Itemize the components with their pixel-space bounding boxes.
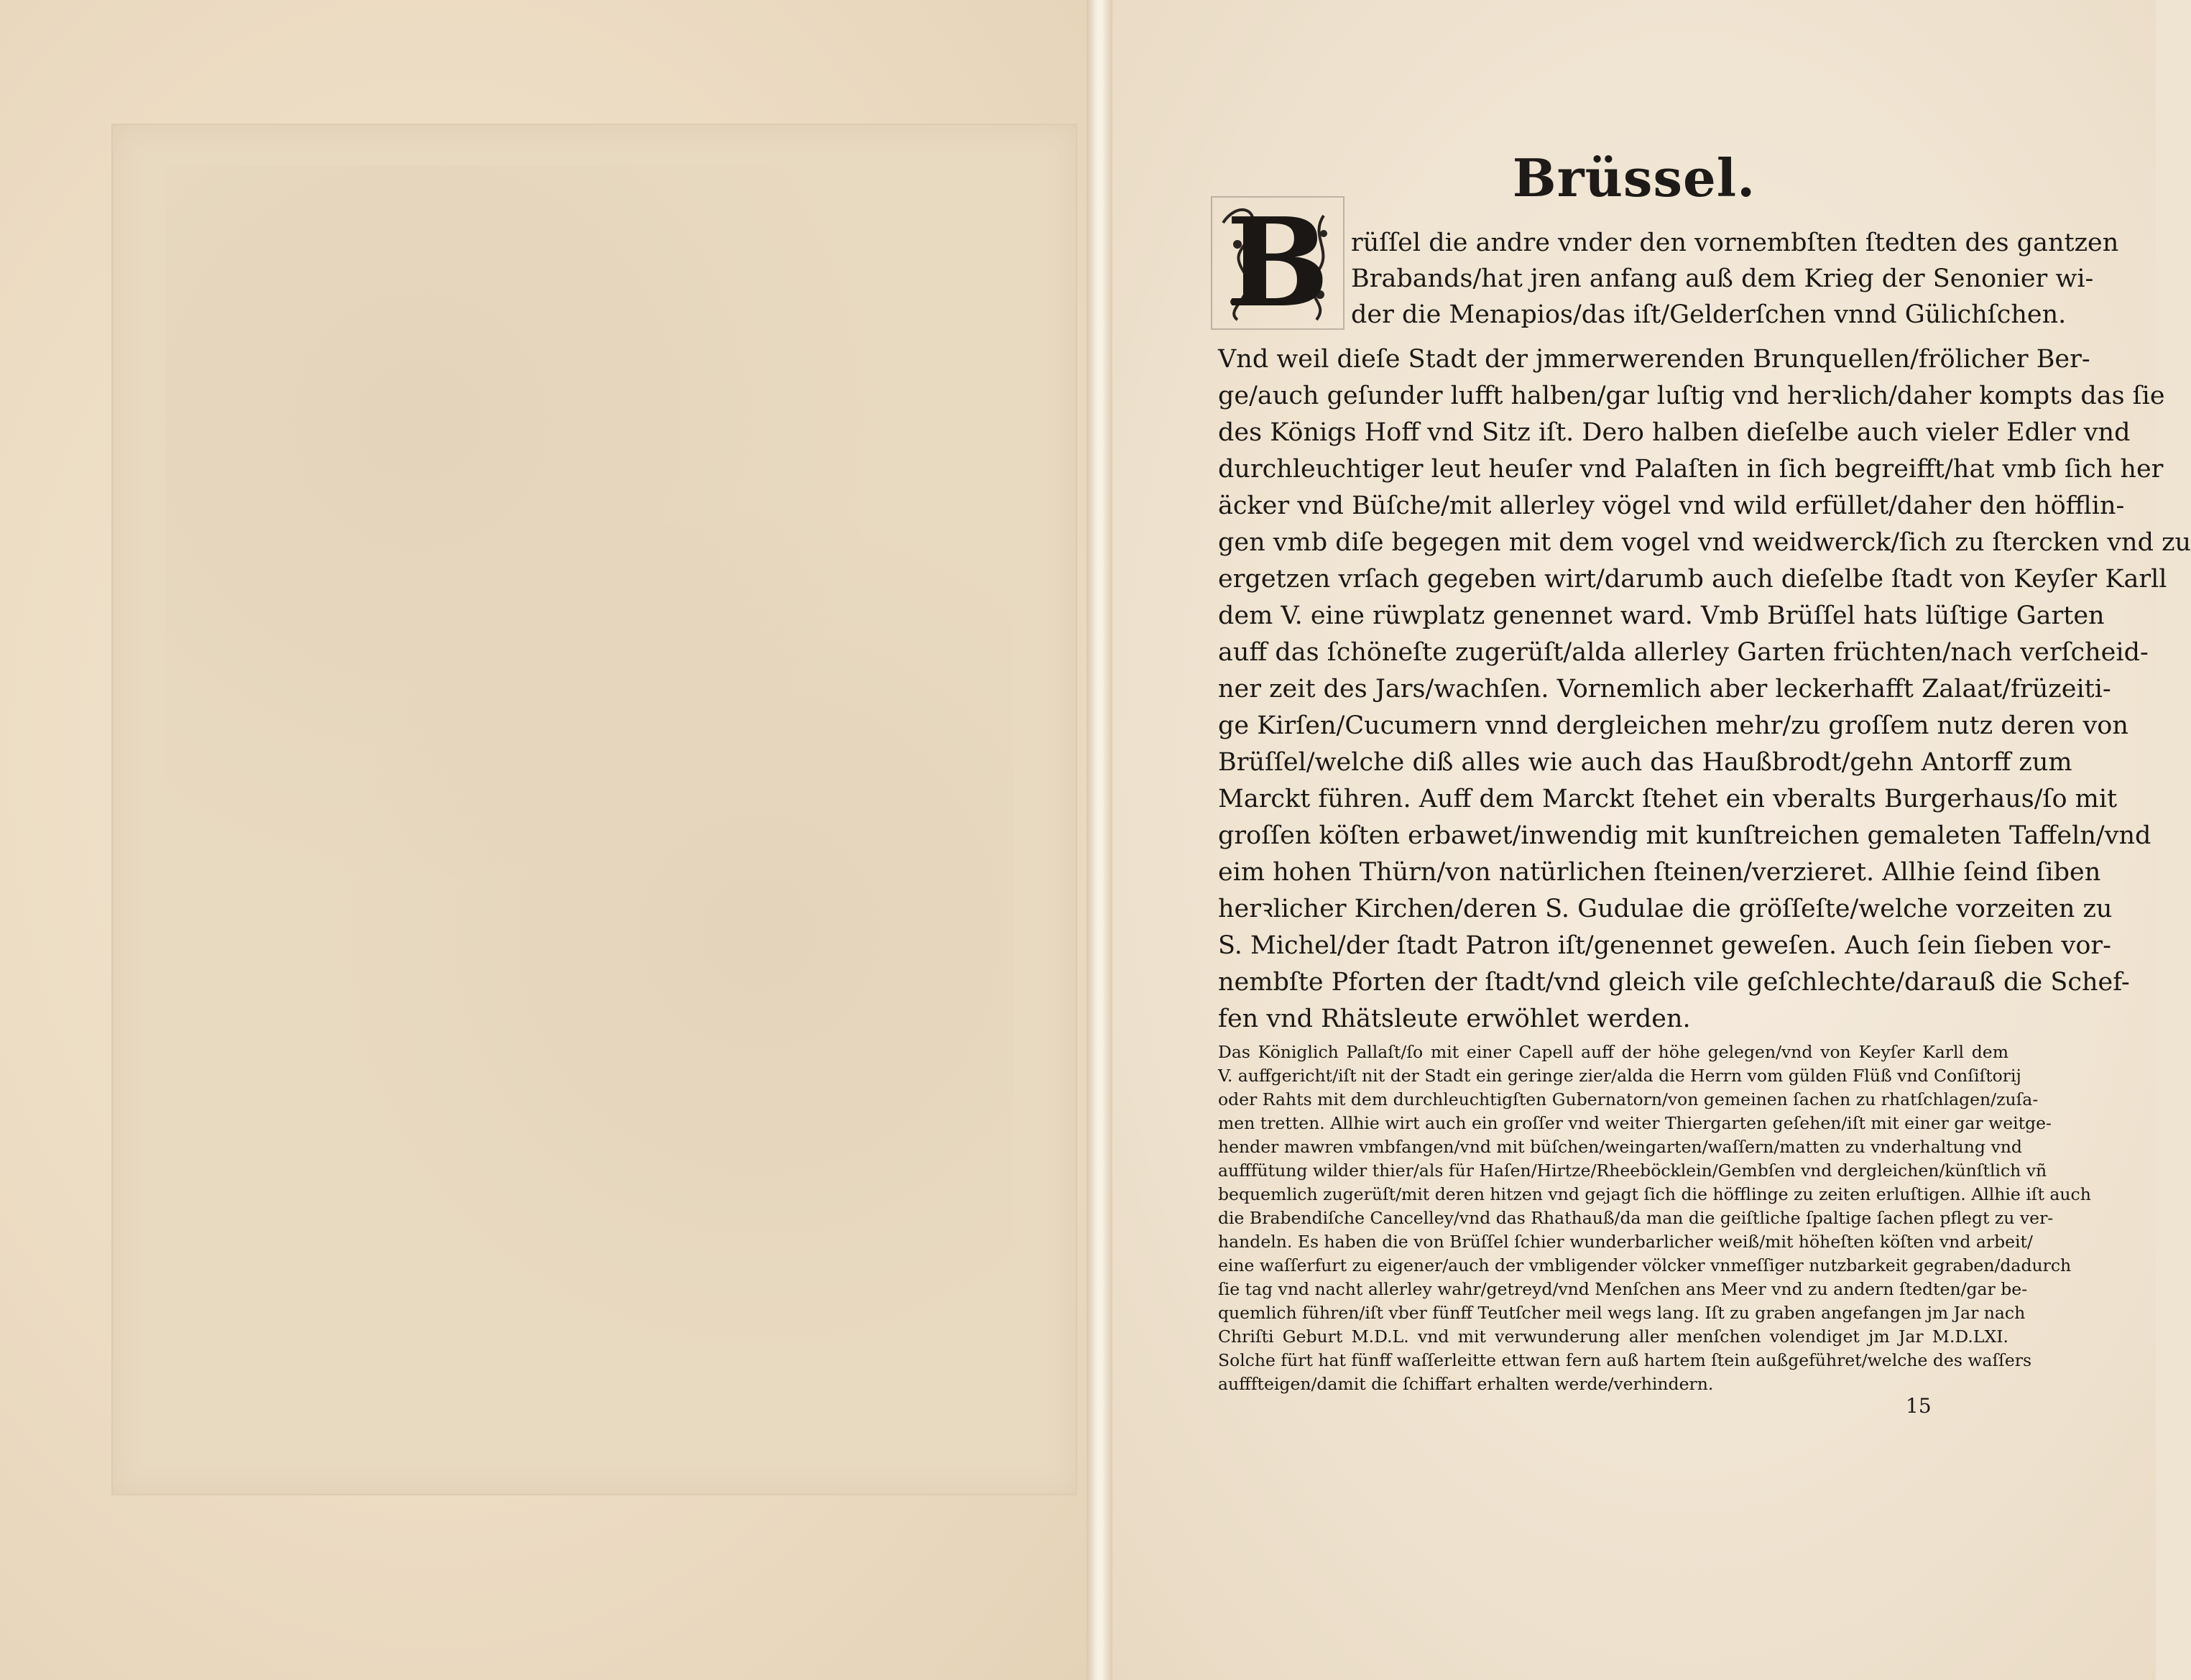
text-line: ge/auch geſunder lufft halben/gar luſtig vnd herꝛlich/daher kompts das ſie (1218, 382, 2165, 410)
initial-letter: B (1226, 191, 1329, 335)
page-title: Brüssel. (1512, 147, 1756, 208)
text-line: groſſen köſten erbawet/inwendig mit kunſtreichen gemaleten Taffeln/vnd (1218, 821, 2151, 850)
text-line: nembſte Pforten der ſtadt/vnd gleich vile geſchlechte/darauß die Schef- (1218, 968, 2130, 997)
text-line: herꝛlicher Kirchen/deren S. Gudulae die gröſſeſte/welche vorzeiten zu (1218, 895, 2113, 923)
book-gutter (1087, 0, 1112, 1680)
decorated-initial (1209, 191, 1347, 335)
text-line: ge Kirſen/Cucumern vnnd dergleichen mehr/zu groſſem nutz deren von (1218, 711, 2128, 740)
footnote-line: hender mawren vmbfangen/vnd mit büſchen/weingarten/waſſern/matten zu vnderhaltung vnd (1218, 1137, 2022, 1157)
footnote-line: Chriſti Geburt M.D.L. vnd mit verwunderung aller menſchen volendiget jm Jar M.D.LXI. (1218, 1326, 2008, 1347)
text-line: eim hohen Thürn/von natürlichen ſteinen/verzieret. Allhie ſeind ſiben (1218, 858, 2101, 887)
text-line: des Königs Hoff vnd Sitz iſt. Dero halben dieſelbe auch vieler Edler vnd (1218, 418, 2131, 447)
footnote-line: Solche fürt hat fünff waſſerleitte ettwan fern auß hartem ſtein außgeführet/welche des waſſers (1218, 1350, 2032, 1370)
footnote-line: die Brabendiſche Cancelley/vnd das Rhathauß/da man die geiſtliche ſpaltige ſachen pflegt zu ver- (1218, 1208, 2054, 1228)
footnote-line: ſie tag vnd nacht allerley wahr/getreyd/vnd Menſchen ans Meer vnd zu andern ſtedten/gar be- (1218, 1279, 2028, 1299)
text-line: Vnd weil dieſe Stadt der jmmerwerenden Brunquellen/frölicher Ber- (1218, 345, 2090, 374)
footnote-line: quemlich führen/iſt vber fünff Teutſcher meil wegs lang. Iſt zu graben angefangen jm Jar nach (1218, 1303, 2026, 1323)
text-line: Brüſſel/welche diß alles wie auch das Haußbrodt/gehn Antorff zum (1218, 748, 2072, 777)
text-line: Brabands/hat jren anfang auß dem Krieg der Senonier wi- (1351, 264, 2094, 293)
left-page (0, 0, 1087, 1680)
footnote-line: men tretten. Allhie wirt auch ein groſſer vnd weiter Thiergarten geſehen/iſt mit einer gar weitge- (1218, 1113, 2052, 1133)
show-through-texture (165, 165, 1013, 1444)
text-line: fen vnd Rhätsleute erwöhlet werden. (1218, 1005, 1691, 1033)
text-line: auff das ſchöneſte zugerüſt/alda allerley Garten früchten/nach verſcheid- (1218, 638, 2149, 667)
text-line: durchleuchtiger leut heuſer vnd Palaſten in ſich begreifft/hat vmb ſich her (1218, 455, 2164, 484)
footnote-line: aufffteigen/damit die ſchiffart erhalten werde/verhindern. (1218, 1374, 1714, 1394)
text-line: äcker vnd Büſche/mit allerley vögel vnd wild erfüllet/daher den höfflin- (1218, 491, 2125, 520)
text-line: rüſſel die andre vnder den vornembſten ſtedten des gantzen (1351, 229, 2119, 257)
footnote-line: aufffütung wilder thier/als für Haſen/Hirtze/Rheeböcklein/Gembſen vnd dergleichen/künſtlich vñ (1218, 1160, 2047, 1181)
footnote-line: Das Königlich Pallaſt/ſo mit einer Capell auff der höhe gelegen/vnd von Keyſer Karll dem (1218, 1042, 2008, 1062)
footnote-line: V. auffgericht/iſt nit der Stadt ein geringe zier/alda die Herrn vom gülden Flüß vnd Conſiſtorij (1218, 1066, 2021, 1086)
footnote-line: eine waſſerfurt zu eigener/auch der vmbligender völcker vnmeſſiger nutzbarkeit gegraben/dadurch (1218, 1255, 2072, 1275)
footnote-line: oder Rahts mit dem durchleuchtigſten Gubernatorn/von gemeinen ſachen zu rhatſchlagen/zuſa- (1218, 1089, 2039, 1109)
footnote-line: bequemlich zugerüſt/mit deren hitzen vnd gejagt ſich die höfflinge zu zeiten erluſtigen. Allhie iſt auch (1218, 1184, 2091, 1204)
text-line: der die Menapios/das iſt/Gelderſchen vnnd Gülichſchen. (1351, 300, 2067, 329)
text-line: Marckt führen. Auff dem Marckt ſtehet ein vberalts Burgerhaus/ſo mit (1218, 785, 2118, 813)
text-line: gen vmb diſe begegen mit dem vogel vnd weidwerck/ſich zu ſtercken vnd zu (1218, 528, 2191, 557)
text-line: ergetzen vrſach gegeben wirt/darumb auch dieſelbe ſtadt von Keyſer Karll (1218, 565, 2167, 594)
text-line: ner zeit des Jars/wachſen. Vornemlich aber leckerhafft Zalaat/früzeiti- (1218, 675, 2111, 703)
text-line: S. Michel/der ſtadt Patron iſt/genennet geweſen. Auch ſein ſieben vor- (1218, 931, 2111, 960)
text-line: dem V. eine rüwplatz genennet ward. Vmb Brüſſel hats lüſtige Garten (1218, 601, 2105, 630)
page-number: 15 (1906, 1394, 1932, 1418)
footnote-line: handeln. Es haben die von Brüſſel ſchier wunderbarlicher weiß/mit höheſten köſten vnd arbeit/ (1218, 1232, 2033, 1252)
